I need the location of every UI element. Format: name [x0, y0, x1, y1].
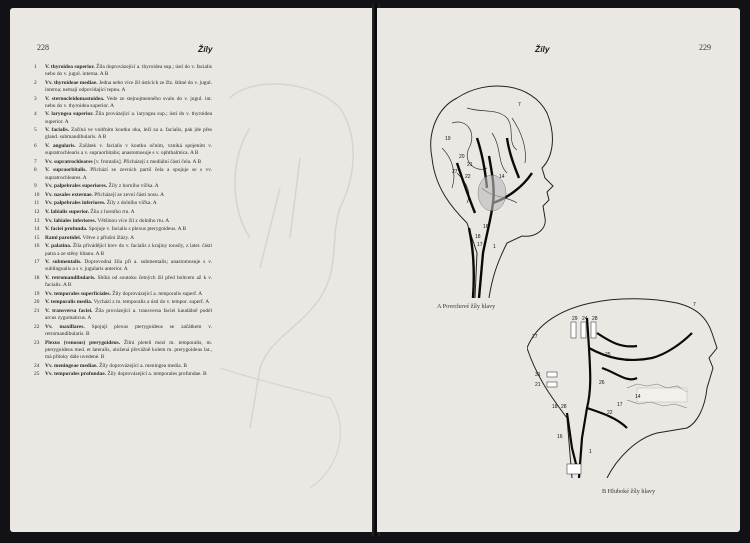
- entry-number: 20: [34, 299, 40, 306]
- entry-term: Vv. meningeae mediae.: [45, 362, 100, 369]
- figure-a-caption: A Povrchové žíly hlavy: [437, 303, 496, 310]
- vein-entry-21: [34, 308, 212, 322]
- fig-a-label-7: 7: [518, 102, 521, 108]
- entry-description: Větve z příušní žlázy. A: [82, 234, 135, 241]
- entry-term: Rami parotidei.: [45, 234, 83, 241]
- entry-term: V. faciei profunda.: [45, 226, 89, 233]
- fig-b-label-1: 1: [589, 449, 592, 455]
- vein-entry-2: [34, 80, 212, 94]
- fig-b-label-24: 24: [582, 316, 588, 322]
- entry-description: Žíly doprovázející a. meningea media. B: [99, 362, 187, 369]
- fig-a-label-1: 1: [493, 244, 496, 250]
- vein-entry-4: [34, 111, 212, 125]
- entry-number: 12: [34, 208, 40, 215]
- entry-term: Vv. temporales superficiales.: [45, 290, 113, 297]
- entry-term: V. supraorbitalis.: [45, 167, 91, 174]
- entry-number: 14: [34, 226, 40, 233]
- entry-number: 23: [34, 339, 40, 346]
- vein-entry-15: [34, 235, 212, 242]
- entry-number: 4: [34, 111, 37, 118]
- fig-a-label-20: 20: [459, 154, 465, 160]
- vein-entry-7: [34, 159, 212, 166]
- fig-a-label-19: 19: [445, 136, 451, 142]
- entry-term: Vv. labiales inferiores.: [45, 217, 98, 224]
- vein-entry-18: [34, 275, 212, 289]
- entry-description: Spojují plexus pterygoideus se začátkem v. retromandibularis. B: [45, 323, 212, 337]
- page-number: 228: [37, 43, 49, 52]
- entry-term: V. submentalis.: [45, 259, 85, 266]
- entry-number: 5: [34, 127, 37, 134]
- fig-b-label-22: 22: [607, 410, 613, 416]
- vein-entry-13: [34, 218, 212, 225]
- fig-b-label-18: 18: [552, 404, 558, 410]
- entry-number: 10: [34, 191, 40, 198]
- vein-entry-23: [34, 340, 212, 362]
- vein-entry-5: [34, 127, 212, 141]
- entry-description: Žíla z horního rtu. A: [90, 208, 135, 215]
- vein-entry-19: [34, 291, 212, 298]
- entry-description: Žíla provázející a. transversa faciei kaudálně podél arcus zygomaticus. A: [45, 307, 212, 322]
- vein-entry-20: [34, 299, 212, 306]
- vein-entry-3: [34, 96, 212, 110]
- vein-entry-22: [34, 324, 212, 338]
- entry-number: 22: [34, 323, 40, 330]
- entry-term: V. sternocleidomastoidea.: [45, 95, 107, 102]
- entry-number: 24: [34, 362, 40, 369]
- vein-entry-11: [34, 200, 212, 207]
- entry-number: 15: [34, 234, 40, 241]
- entry-number: 21: [34, 307, 40, 314]
- fig-a-label-17: 17: [477, 242, 483, 248]
- entry-term: Plexus (venosus) pterygoideus.: [45, 339, 124, 346]
- entry-number: 6: [34, 142, 37, 149]
- entry-number: 17: [34, 259, 40, 266]
- vein-entry-14: [34, 226, 212, 233]
- left-page: [10, 8, 375, 532]
- entry-term: Vv. thyroideae mediae.: [45, 79, 99, 86]
- fig-b-label-21: 21: [535, 382, 541, 388]
- fig-b-label-14: 14: [635, 394, 641, 400]
- vein-entry-10: [34, 192, 212, 199]
- fig-a-label-27: 27: [452, 169, 458, 175]
- entry-term: Vv. temporales profundae.: [45, 371, 108, 378]
- entry-term: V. palatina.: [45, 243, 73, 250]
- entry-number: 25: [34, 371, 40, 378]
- fig-b-label-16: 16: [557, 434, 563, 440]
- entry-number: 2: [34, 79, 37, 86]
- entry-term: Vv. maxillares.: [45, 323, 92, 330]
- fig-b-label-31: 31: [535, 372, 541, 378]
- entry-description: Žíla provázející a. laryngea sup.; ústí do v. thyroidea superior. A: [45, 111, 212, 125]
- running-head: Žíly: [198, 44, 213, 54]
- entry-description: Žíla doprovázející a. thyroidea sup.; ústí do v. facialis nebo do v. jugul. interna. A B: [45, 64, 213, 78]
- page-number: 229: [699, 43, 711, 52]
- entry-description: Doprovodná žíla při a. submentalis; anastomosuje s v. sublingualis a s v. jugularis anterior. A: [45, 259, 212, 273]
- entry-number: 7: [34, 158, 37, 165]
- entry-number: 8: [34, 167, 37, 174]
- entry-term: V. laryngea superior.: [45, 111, 96, 118]
- entry-description: Většinou více žil z dolního rtu. A: [97, 217, 170, 224]
- vein-entry-24: [34, 363, 212, 370]
- entry-description: Přichází ze zevních partií čela a spojuje se s vv. supratrochleares. A: [45, 167, 212, 181]
- entry-description: Začátek v. facialis v koutku očním, vzniká spojením v. supratrochlearis a v. supraorbitalis; anastomosuje s v. ophthalmica. A B: [45, 142, 212, 157]
- fig-b-label-29: 29: [572, 316, 578, 322]
- entry-description: Žíly z dolního víčka. A: [106, 200, 157, 207]
- entry-description: Spojuje v. facialis s plexus pterygoideus. A B: [88, 226, 187, 233]
- entry-description: Jedna nebo více žil ústících ze žlz. štítné do v. jugul. interna; nemají odpovídající tepnu. A: [45, 79, 212, 93]
- vein-entry-6: [34, 143, 212, 157]
- entry-term: V. angularis.: [45, 142, 80, 149]
- fig-a-label-16: 16: [483, 224, 489, 230]
- fig-b-label-25: 25: [605, 352, 611, 358]
- entry-number: 3: [34, 95, 37, 102]
- entry-number: 19: [34, 290, 40, 297]
- entry-number: 11: [34, 200, 40, 207]
- fig-b-label-28: 28: [592, 316, 598, 322]
- entry-term: Vv. nasales externae.: [45, 191, 95, 198]
- vein-entry-8: [34, 167, 212, 181]
- entry-description: Sbíhá od soutoku četných žil před boltcem až k v. facialis. A B: [45, 274, 212, 289]
- show-through-illustration: [190, 68, 375, 528]
- vein-entry-16: [34, 243, 212, 257]
- entry-term: V. labialis superior.: [45, 208, 91, 215]
- entry-number: 1: [34, 64, 37, 70]
- entry-term: Vv. palpebrales inferiores.: [45, 200, 107, 207]
- figure-a-superficial-head-veins: [397, 78, 567, 298]
- figure-b-caption: B Hluboké žíly hlavy: [602, 488, 656, 495]
- vein-entry-17: [34, 259, 212, 273]
- entry-description: Žíly doprovázející a. temporales profundae. B: [107, 371, 207, 378]
- right-page: [377, 8, 740, 532]
- entry-term: Vv. palpebrales superiores.: [45, 183, 109, 190]
- entry-description: Přicházejí ze zevní části nosu. A: [94, 191, 165, 198]
- entry-description: Vede ze stejnojmenného svalu do v. jugul. int. nebo do v. thyroidea superior. A: [45, 95, 212, 109]
- figure-b-deep-head-veins: [527, 288, 727, 478]
- fig-a-label-14: 14: [499, 174, 505, 180]
- fig-b-label-26: 26: [599, 380, 605, 386]
- entry-description: Vychází z m. temporalis a ústí do v. tempor. superf. A: [93, 299, 210, 306]
- text-column-entries-1-25: [34, 64, 212, 380]
- vein-entry-25: [34, 371, 212, 378]
- vein-entry-12: [34, 209, 212, 216]
- entry-term: V. retromandibularis.: [45, 274, 98, 281]
- entry-term: Vv. supratrochleares: [45, 158, 95, 165]
- fig-a-label-21: 21: [467, 162, 473, 168]
- fig-a-label-22: 22: [465, 174, 471, 180]
- entry-number: 16: [34, 243, 40, 250]
- entry-description: Začíná ve vnitřním koutku oka, leží za a. facialis, pak jde přes gland. submandibularis. A B: [45, 127, 212, 141]
- fig-b-label-17: 17: [617, 402, 623, 408]
- entry-description: Žilní pleteň mezi m. temporalis, m. pterygoideus med. et lateralis, uložená převážně kolem m. pterygoideus lat., má přítoky dále uvedené. B: [45, 339, 212, 360]
- entry-description: Žíly z horního víčka. A: [108, 183, 159, 190]
- entry-description: Žíly doprovázející a. temporalis superf. A: [112, 290, 203, 297]
- fig-b-label-7: 7: [693, 302, 696, 308]
- entry-number: 18: [34, 274, 40, 281]
- entry-term: V. temporalis media.: [45, 299, 94, 306]
- entry-number: 13: [34, 217, 40, 224]
- vein-entry-9: [34, 183, 212, 190]
- fig-a-label-18: 18: [475, 234, 481, 240]
- entry-term: V. transversa faciei.: [45, 307, 96, 314]
- entry-number: 9: [34, 183, 37, 190]
- fig-b-label-27: 27: [532, 334, 538, 340]
- vein-entry-1: [34, 64, 212, 78]
- entry-description: Žíla přivádějící krev do v. facialis z krajiny tonsily, z later. části patra a ze stěny hltanu. A B: [45, 243, 213, 257]
- entry-term: V. facialis.: [45, 127, 72, 134]
- fig-b-label-28b: 28: [561, 404, 567, 410]
- entry-term: V. thyroidea superior.: [45, 64, 97, 70]
- entry-description: [v. frontalis]. Přicházejí z mediální části čela. A B: [94, 158, 202, 165]
- running-head: Žíly: [535, 44, 550, 54]
